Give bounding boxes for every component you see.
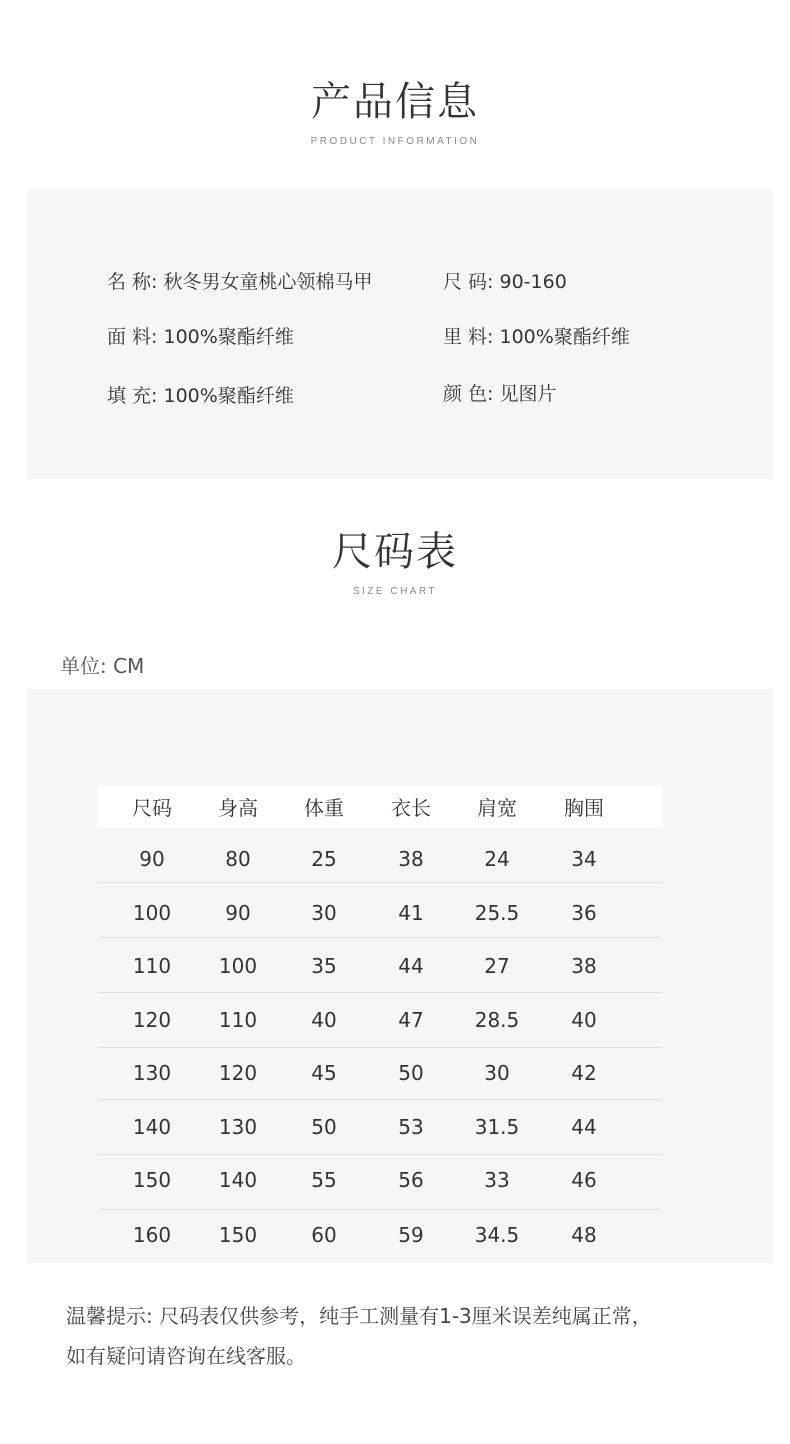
table-cell: 25.5 xyxy=(474,901,520,925)
info-field-name xyxy=(107,267,373,294)
note-line: 如有疑问请咨询在线客服。 xyxy=(66,1344,306,1368)
table-cell: 44 xyxy=(571,1115,597,1139)
table-cell: 48 xyxy=(571,1223,597,1247)
table-row xyxy=(98,1106,662,1160)
table-cell: 33 xyxy=(484,1168,510,1192)
table-cell: 46 xyxy=(571,1168,597,1192)
table-cell: 30 xyxy=(484,1061,510,1085)
table-cell: 24 xyxy=(484,847,510,871)
info-field-lining xyxy=(443,322,630,349)
row-divider xyxy=(98,937,662,938)
info-value: 100%聚酯纤维 xyxy=(163,326,294,348)
info-value: 见图片 xyxy=(499,383,557,405)
table-cell: 100 xyxy=(218,954,258,978)
size-note xyxy=(66,1296,746,1376)
table-cell: 28.5 xyxy=(474,1008,520,1032)
table-cell: 100 xyxy=(132,901,172,925)
row-divider xyxy=(98,1047,662,1048)
table-cell: 160 xyxy=(132,1223,172,1247)
row-divider xyxy=(98,1099,662,1100)
table-cell: 110 xyxy=(132,954,172,978)
table-cell: 150 xyxy=(132,1168,172,1192)
header-length: 衣长 xyxy=(391,796,431,820)
info-label: 里 料: xyxy=(443,326,494,348)
info-label: 面 料: xyxy=(107,326,158,348)
size-chart-title: 尺码表 xyxy=(332,529,458,575)
table-row xyxy=(98,945,662,999)
info-label: 颜 色: xyxy=(443,383,494,405)
unit-label: 单位: CM xyxy=(60,654,145,678)
table-cell: 38 xyxy=(571,954,597,978)
table-cell: 44 xyxy=(398,954,424,978)
table-cell: 150 xyxy=(218,1223,258,1247)
table-cell: 34.5 xyxy=(474,1223,520,1247)
info-value: 90-160 xyxy=(499,271,567,293)
row-divider xyxy=(98,882,662,883)
header-height: 身高 xyxy=(218,796,258,820)
info-label: 尺 码: xyxy=(443,271,494,293)
table-cell: 25 xyxy=(311,847,337,871)
table-cell: 30 xyxy=(311,901,337,925)
table-cell: 130 xyxy=(218,1115,258,1139)
table-cell: 110 xyxy=(218,1008,258,1032)
table-cell: 120 xyxy=(132,1008,172,1032)
header-size: 尺码 xyxy=(132,796,172,820)
info-field-size xyxy=(443,267,567,294)
table-cell: 140 xyxy=(132,1115,172,1139)
table-cell: 34 xyxy=(571,847,597,871)
table-row xyxy=(98,1052,662,1106)
table-cell: 45 xyxy=(311,1061,337,1085)
table-cell: 42 xyxy=(571,1061,597,1085)
table-cell: 55 xyxy=(311,1168,337,1192)
info-field-fabric xyxy=(107,322,294,349)
info-label: 名 称: xyxy=(107,271,158,293)
table-cell: 130 xyxy=(132,1061,172,1085)
note-line: 温馨提示: 尺码表仅供参考，纯手工测量有1-3厘米误差纯属正常， xyxy=(66,1304,652,1328)
row-divider xyxy=(98,1154,662,1155)
header-shoulder: 肩宽 xyxy=(477,796,517,820)
table-cell: 90 xyxy=(139,847,165,871)
table-cell: 140 xyxy=(218,1168,258,1192)
table-cell: 40 xyxy=(571,1008,597,1032)
table-cell: 38 xyxy=(398,847,424,871)
info-label: 填 充: xyxy=(107,385,158,407)
product-info-panel xyxy=(27,189,773,479)
table-row xyxy=(98,838,662,892)
table-cell: 59 xyxy=(398,1223,424,1247)
table-header-row xyxy=(98,786,662,828)
table-cell: 36 xyxy=(571,901,597,925)
table-cell: 60 xyxy=(311,1223,337,1247)
table-cell: 41 xyxy=(398,901,424,925)
info-value: 秋冬男女童桃心领棉马甲 xyxy=(163,271,373,293)
table-cell: 47 xyxy=(398,1008,424,1032)
table-cell: 35 xyxy=(311,954,337,978)
table-cell: 80 xyxy=(225,847,251,871)
header-chest: 胸围 xyxy=(564,796,604,820)
table-cell: 90 xyxy=(225,901,251,925)
row-divider xyxy=(98,992,662,993)
product-info-title: 产品信息 xyxy=(311,79,479,125)
row-divider xyxy=(98,1209,662,1210)
table-cell: 50 xyxy=(398,1061,424,1085)
table-cell: 56 xyxy=(398,1168,424,1192)
table-cell: 27 xyxy=(484,954,510,978)
product-info-subtitle: PRODUCT INFORMATION xyxy=(310,136,480,147)
table-row xyxy=(98,1159,662,1213)
table-cell: 31.5 xyxy=(474,1115,520,1139)
header-weight: 体重 xyxy=(304,796,344,820)
info-value: 100%聚酯纤维 xyxy=(163,385,294,407)
table-cell: 53 xyxy=(398,1115,424,1139)
table-row xyxy=(98,999,662,1053)
table-row xyxy=(98,1214,662,1268)
table-cell: 120 xyxy=(218,1061,258,1085)
info-value: 100%聚酯纤维 xyxy=(499,326,630,348)
table-cell: 40 xyxy=(311,1008,337,1032)
size-chart-subtitle: SIZE CHART xyxy=(352,586,438,597)
table-cell: 50 xyxy=(311,1115,337,1139)
info-field-color xyxy=(443,379,557,406)
info-field-filling xyxy=(107,381,294,408)
